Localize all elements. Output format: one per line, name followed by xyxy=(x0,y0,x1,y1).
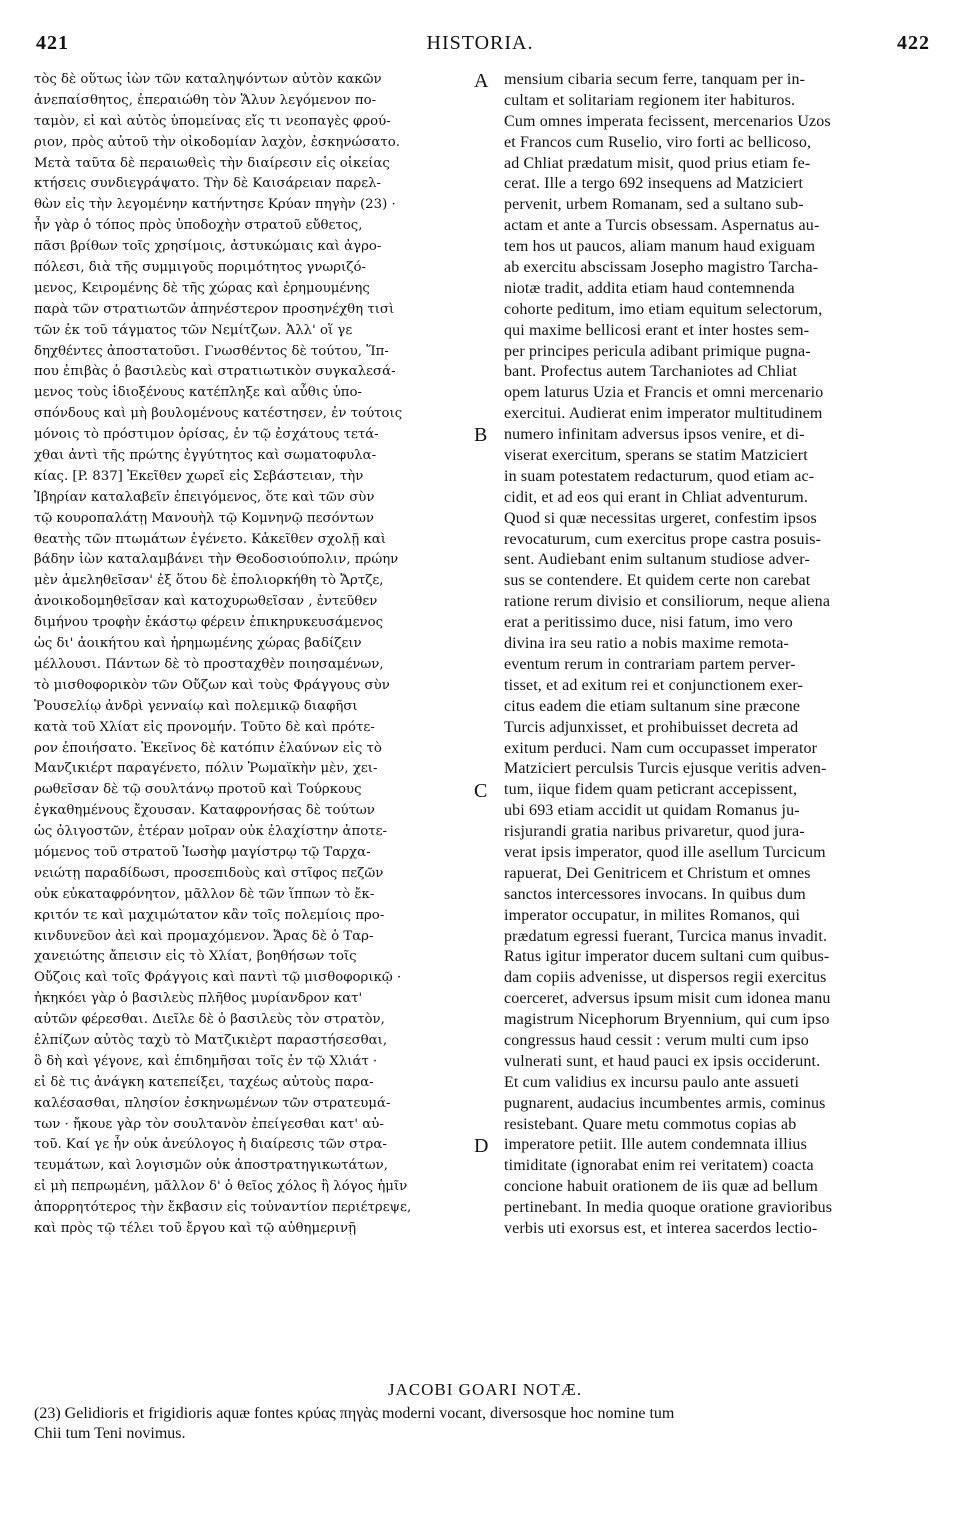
latin-text-line: imperator occupatur, in milites Romanos, qui xyxy=(504,906,801,924)
greek-text-line: κινδυνεῦον ἀεὶ καὶ προμαχόμενον. Ἄρας δὲ ὁ Ταρ- xyxy=(34,928,374,944)
greek-text-line: οὐκ εὐκαταφρόνητον, μᾶλλον δὲ τῶν ἵππων τὸ ἔκ- xyxy=(34,886,375,902)
greek-text-line: κτήσεις συνδιεγράψατο. Τὴν δὲ Καισάρειαν παρελ- xyxy=(34,176,382,192)
latin-text-line: cidit, et ad eos qui erant in Chliat adventurum. xyxy=(504,488,809,506)
latin-text-line: pervenit, urbem Romanam, sed a sultano sub- xyxy=(504,196,804,214)
greek-text-line: θὼν εἰς τὴν λεγομένην κατήντησε Κρύαν πηγὴν (23) · xyxy=(34,197,396,213)
greek-text-line: βάδην ἰὼν καταλαμβάνει τὴν Θεοδοσιούπολιν, πρώην xyxy=(34,552,399,568)
greek-text-line: μενος, Κειρομένης δὲ τῆς χώρας καὶ ἐρημουμένης xyxy=(34,280,370,296)
running-title: HISTORIA. xyxy=(426,32,534,54)
greek-text-line: πᾶσι βρίθων τοῖς χρησίμοις, ἀστυκώμαις καὶ ἀγρο- xyxy=(34,239,382,255)
latin-text-line: sus se contendere. Et quidem certe non carebat xyxy=(504,572,811,590)
latin-text-line: ab exercitu abscissam Josepho magistro Tarcha- xyxy=(504,259,819,277)
latin-text-line: tum, iique fidem quam peticrant accepissent, xyxy=(504,781,798,799)
greek-text-line: ρον ἐποιήσατο. Ἐκεῖνος δὲ κατόπιν ἐλαύνων εἰς τὸ xyxy=(34,740,382,756)
greek-text-line: διμήνου τροφὴν ἑκάστῳ φέρειν ἐπικηρυκευσάμενος xyxy=(34,615,384,631)
greek-text-line: μόνοις τὸ πρόστιμον ὁρίσας, ἐν τῷ ἐσχάτους τετά- xyxy=(34,427,379,443)
page-number-right: 422 xyxy=(897,32,930,54)
greek-text-line: αὐτῶν φέρεσθαι. Διεῖλε δὲ ὁ βασιλεὺς τὸν στρατὸν, xyxy=(34,1012,385,1028)
latin-text-line: congressus haud cessit : verum multi cum ipso xyxy=(504,1031,809,1049)
latin-text-line: resistebant. Quare metu commotus copias ab xyxy=(504,1115,797,1133)
latin-text-line: Et cum validius ex incursu paulo ante assueti xyxy=(504,1073,800,1091)
footnote-line: (23) Gelidioris et frigidioris aquæ fontes κρύας πηγὰς moderni vocant, diversosque hoc nomine tum xyxy=(34,1405,675,1422)
latin-text-line: eventum rerum in contrariam partem perver- xyxy=(504,655,796,673)
greek-text-line: ἦν γὰρ ὁ τόπος πρὸς ὑποδοχὴν στρατοῦ εὔθετος, xyxy=(34,218,363,234)
latin-text-line: concione habuit orationem de iis quæ ad bellum xyxy=(504,1178,818,1196)
greek-text-line: χθαι ἀντὶ τῆς πρώτης ἐγγύτητος καὶ σωματοφυλα- xyxy=(34,448,377,464)
greek-text-line: χανειώτης ἄπεισιν εἰς τὸ Χλίατ, βοηθήσων τοῖς xyxy=(34,949,357,965)
greek-text-column xyxy=(34,70,464,1240)
latin-text-line: pertinebant. In media quoque oratione gravioribus xyxy=(504,1199,833,1217)
greek-text-line: τὸ μισθοφορικὸν τῶν Οὔζων καὶ τοὺς Φράγγους σὺν xyxy=(34,677,390,693)
latin-text-line: ratione rerum divisio et consiliorum, neque aliena xyxy=(504,593,831,611)
latin-text-line: ubi 693 etiam accidit ut quidam Romanus ju- xyxy=(504,802,800,820)
footnote-line: Chii tum Teni novimus. xyxy=(34,1425,186,1442)
latin-text-line: verbis uti exorsus est, et interea sacerdos lectio- xyxy=(504,1219,818,1237)
latin-text-line: per principes pericula adibant primique pugna- xyxy=(504,342,811,360)
margin-marker-d: D xyxy=(474,1135,489,1157)
greek-text-line: καλέσασθαι, πλησίον ἐσκηνωμένων τῶν στρατευμά- xyxy=(34,1095,391,1111)
latin-text-line: coerceret, adversus ipsum misit cum idonea manu xyxy=(504,990,831,1008)
latin-text-line: Cum omnes imperata fecissent, mercenarios Uzos xyxy=(504,112,831,130)
latin-text-line: niotæ tradit, addita etiam haud contemnenda xyxy=(504,279,795,297)
greek-text-line: ἀπορρητότερος τὴν ἔκβασιν εἰς τοὐναντίον περιέτρεψε, xyxy=(34,1200,412,1216)
greek-text-line: πόλεσι, διὰ τῆς συμμιγοῦς ποριμότητος γνωριζό- xyxy=(34,260,366,276)
greek-text-line: ἀνεπαίσθητος, ἐπεραιώθη τὸν Ἅλυν λεγόμενον πο- xyxy=(34,92,377,108)
latin-text-line: exitum perduci. Nam cum occupasset imperator xyxy=(504,739,818,757)
latin-text-line: imperatore petiit. Ille autem condemnata illius xyxy=(504,1136,807,1154)
latin-text-line: Matziciert perculsis Turcis ejusque veritis adven- xyxy=(504,760,827,778)
greek-text-line: ἐλπίζων αὐτὸς ταχὺ τὸ Ματζικιὲρτ παραστήσεσθαι, xyxy=(34,1032,388,1048)
greek-text-line: Μανζικιέρτ παραγένετο, πόλιν Ῥωμαϊκὴν μὲν, χει- xyxy=(34,761,378,777)
greek-text-line: κίας. [P. 837] Ἐκεῖθεν χωρεῖ εἰς Σεβάστειαν, τὴν xyxy=(34,468,364,484)
greek-text-line: κριτόν τε καὶ μαχιμώτατον κἂν τοῖς πολεμίοις προ- xyxy=(34,907,385,923)
greek-text-line: ταμὸν, εἰ καὶ αὐτὸς ὑπομείνας εἴς τι νεοπαγὲς φρού- xyxy=(34,113,391,129)
latin-text-line: prædatum egressi fuerant, Turcica manus invadit. xyxy=(504,927,828,945)
latin-text-line: sent. Audiebant enim sultanum studiose adver- xyxy=(504,551,810,569)
greek-text-line: Ῥουσελίῳ ἀνδρὶ γενναίῳ καὶ πολεμικῷ διαφῆσι xyxy=(34,698,358,714)
latin-text-line: cerat. Ille a tergo 692 insequens ad Matziciert xyxy=(504,175,804,193)
latin-text-line: in suam potestatem redacturum, quod etiam ac- xyxy=(504,467,815,485)
latin-text-line: pugnarent, audacius incumbentes armis, cominus xyxy=(504,1094,826,1112)
greek-text-line: τευμάτων, καὶ λογισμῶν οὐκ ἀποστρατηγικωτάτων, xyxy=(34,1158,388,1174)
latin-text-line: numero infinitam adversus ipsos venire, et di- xyxy=(504,426,805,444)
latin-text-column xyxy=(504,70,940,1240)
greek-text-line: τοῦ. Καί γε ἦν οὐκ ἀνεύλογος ἡ διαίρεσις τῶν στρα- xyxy=(34,1137,387,1153)
latin-text-line: Ratus igitur imperator ducem sultani cum quibus- xyxy=(504,948,830,966)
latin-text-line: actam et ante a Turcis obsessam. Aspernatus au- xyxy=(504,217,820,235)
greek-text-line: ἐγκαθημένους ἔχουσαν. Καταφρονήσας δὲ τούτων xyxy=(34,803,375,819)
greek-text-line: ὡς ὀλιγοστῶν, ἑτέραν μοῖραν οὐκ ἐλαχίστην ἀποτε- xyxy=(34,824,387,840)
greek-text-line: σπόνδους καὶ μὴ βουλομένους κατέστησεν, ἐν τούτοις xyxy=(34,406,403,422)
latin-text-line: rapuerat, Dei Genitricem et Christum et omnes xyxy=(504,864,811,882)
greek-text-line: μόμενος τοῦ στρατοῦ Ἰωσὴφ μαγίστρῳ τῷ Ταρχα- xyxy=(34,844,371,860)
latin-text-line: bant. Profectus autem Tarchaniotes ad Chliat xyxy=(504,363,798,381)
greek-text-line: που ἐπιβὰς ὁ βασιλεὺς καὶ στρατιωτικὸν συγκαλεσά- xyxy=(34,364,396,380)
latin-text-line: mensium cibaria secum ferre, tanquam per in- xyxy=(504,71,806,88)
greek-text-line: Ἰβηρίαν καταλαβεῖν ἐπειγόμενος, ὅτε καὶ τῶν σὺν xyxy=(34,489,375,505)
latin-text-line: ad Chliat prædatum misit, quod prius etiam fe- xyxy=(504,154,811,172)
page-number-left: 421 xyxy=(36,32,69,54)
latin-text-line: verat ipsis imperator, quod ille asellum Turcicum xyxy=(504,843,826,861)
greek-text-line: τῷ κουροπαλάτῃ Μανουὴλ τῷ Κομνηνῷ πεσόντων xyxy=(34,510,374,526)
greek-text-line: Μετὰ ταῦτα δὲ περαιωθεὶς τὴν διαίρεσιν εἰς οἰκείας xyxy=(34,155,390,171)
latin-text-line: cohorte peditum, imo etiam equitum selectorum, xyxy=(504,300,823,318)
greek-text-line: Οὔζοις καὶ τοῖς Φράγγοις καὶ παντὶ τῷ μισθοφορικῷ · xyxy=(34,970,402,986)
latin-text-line: erat a peritissimo duce, nisi fatum, imo vero xyxy=(504,614,793,632)
running-head xyxy=(30,32,930,56)
greek-text-line: μὲν ἀμεληθεῖσαν' ἐξ ὅτου δὲ ἐπολιορκήθη τὸ Ἄρτζε, xyxy=(34,573,384,589)
latin-text-line: citus eadem die etiam sultanum sine præcone xyxy=(504,697,801,715)
margin-marker-c: C xyxy=(474,780,488,802)
greek-text-line: θεατὴς τῶν πτωμάτων ἐγένετο. Κἀκεῖθεν σχολῇ καὶ xyxy=(34,531,386,547)
latin-text-line: exercitui. Audierat enim imperator multitudinem xyxy=(504,405,823,423)
latin-text-line: cultam et solitariam regionem iter habituros. xyxy=(504,91,796,109)
greek-text-line: κατὰ τοῦ Χλίατ εἰς προνομήν. Τοῦτο δὲ καὶ πρότε- xyxy=(34,719,375,735)
greek-text-line: νειώτῃ παραδίδωσι, προσεπιδοὺς καὶ στῖφος πεζῶν xyxy=(34,865,384,881)
greek-text-line: ἀνοικοδομηθεῖσαν καὶ κατοχυρωθεῖσαν , ἐντεῦθεν xyxy=(34,594,378,610)
greek-text-line: εἰ μὴ πεπρωμένη, μᾶλλον δ' ὁ θεῖος χόλος ἢ λόγος ἡμῖν xyxy=(34,1179,408,1195)
latin-text-line: vulnerati sunt, et haud pauci ex ipsis occiderunt. xyxy=(504,1052,821,1070)
margin-marker-b: B xyxy=(474,424,488,446)
greek-text-line: τῶν ἐκ τοῦ τάγματος τῶν Νεμίτζων. Ἀλλ' οἵ γε xyxy=(34,322,353,338)
latin-text-line: Turcis adjunxisset, et prohibuisset decreta ad xyxy=(504,718,799,736)
margin-marker-a: A xyxy=(474,70,489,92)
greek-text-line: καὶ πρὸς τῷ τέλει τοῦ ἔργου καὶ τῷ αὐθημερινῇ xyxy=(34,1220,357,1236)
latin-text-line: sanctos intercessores invocans. In quibus dum xyxy=(504,885,806,903)
latin-text-line: opem laturus Uzia et Francis et omni mercenario xyxy=(504,384,824,402)
notes-title: JACOBI GOARI NOTÆ. xyxy=(387,1380,583,1399)
latin-text-line: timiditate (ignorabat enim rei veritatem) coacta xyxy=(504,1157,814,1175)
latin-text-line: tem hos ut paucos, aliam manum haud exiguam xyxy=(504,238,816,256)
greek-text-line: μέλλουσι. Πάντων δὲ τὸ προσταχθὲν ποιησαμένων, xyxy=(34,656,384,672)
latin-text-line: revocaturum, cum exercitus prope castra posuis- xyxy=(504,530,822,548)
latin-text-line: magistrum Nicephorum Bryennium, qui cum ipso xyxy=(504,1011,830,1029)
greek-text-line: εἰ δὲ τις ἀνάγκη κατεπείξει, ταχέως αὐτοὺς παρα- xyxy=(34,1074,374,1090)
latin-text-line: tisset, et ad exitum rei et conjunctionem exer- xyxy=(504,676,804,694)
greek-text-line: δηχθέντες ἀποστατοῦσι. Γνωσθέντος δὲ τούτου, Ἵπ- xyxy=(34,343,389,359)
footnote xyxy=(34,1404,939,1444)
latin-text-line: qui maxime bellicosi erant et inter hostes sem- xyxy=(504,321,810,339)
greek-text-line: ἠκηκόει γὰρ ὁ βασιλεὺς πλῆθος μυρίανδρον κατ' xyxy=(34,991,363,1007)
latin-text-line: risjurandi gratia naribus privaretur, quod jura- xyxy=(504,823,805,841)
latin-text-line: et Francos cum Ruselio, viro forti ac bellicoso, xyxy=(504,133,812,151)
greek-text-line: ριον, πρὸς αὐτοῦ τὴν οἰκοδομίαν λαχὸν, ἐσκηνώσατο. xyxy=(34,134,400,150)
greek-text-line: τὸς δὲ οὕτως ἰὼν τῶν καταληψόντων αὐτὸν κακῶν xyxy=(34,72,382,87)
latin-text-line: viserat exercitum, sperans se statim Matziciert xyxy=(504,447,808,465)
greek-text-line: ρωθεῖσαν δὲ τῷ σουλτάνῳ προτοῦ καὶ Τούρκους xyxy=(34,782,362,798)
greek-text-line: μενος τοὺς ἰδιοξένους κατέπληξε καὶ αὖθις ὑπο- xyxy=(34,385,363,401)
greek-text-line: των · ἤκουε γὰρ τὸν σουλτανὸν ἐπείγεσθαι κατ' αὐ- xyxy=(34,1116,384,1132)
greek-text-line: ὃ δὴ καὶ γέγονε, καὶ ἐπιδημῆσαι τοῖς ἐν τῷ Χλιάτ · xyxy=(34,1053,378,1069)
greek-text-line: ὡς δι' ἀοικήτου καὶ ἠρημωμένης χώρας βαδίζειν xyxy=(34,636,362,652)
greek-text-line: παρὰ τῶν στρατιωτῶν ἀπηνέστερον προσηνέχθη τισὶ xyxy=(34,301,395,317)
latin-text-line: Quod si quæ necessitas urgeret, confestim ipsos xyxy=(504,509,817,527)
latin-text-line: divina ira seu ratio a nobis maxime remota- xyxy=(504,635,790,653)
latin-text-line: dam copiis advenisse, ut dispersos regii exercitus xyxy=(504,969,827,987)
